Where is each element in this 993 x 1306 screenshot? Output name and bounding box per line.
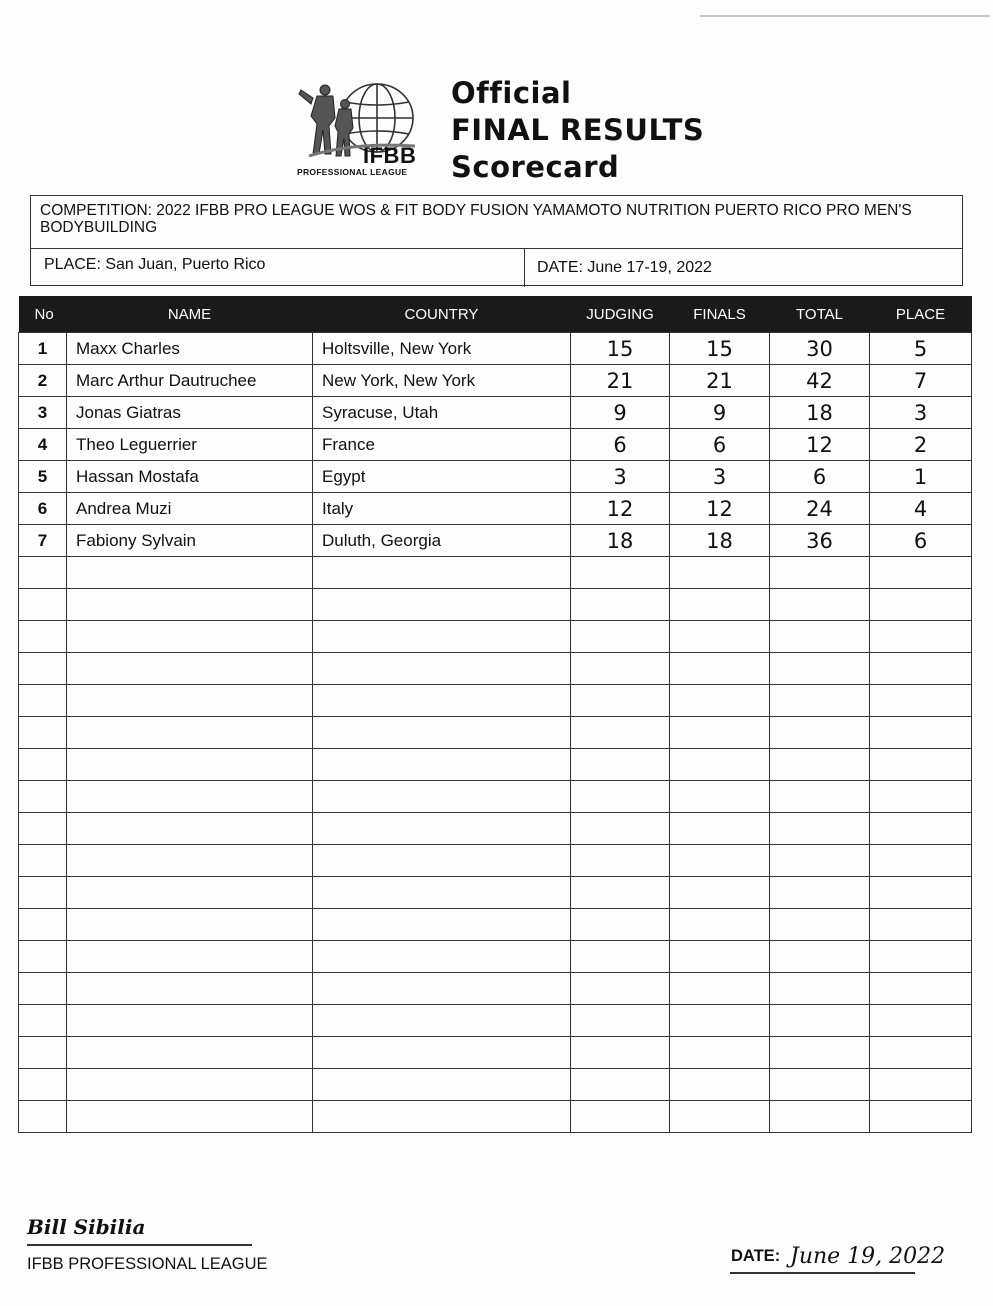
cell-place: 7: [870, 365, 972, 397]
empty-cell: [19, 1069, 67, 1101]
cell-place: 6: [870, 525, 972, 557]
cell-judging: 9: [571, 397, 670, 429]
empty-cell: [770, 717, 870, 749]
cell-country: New York, New York: [313, 365, 571, 397]
empty-cell: [670, 717, 770, 749]
empty-cell: [67, 941, 313, 973]
empty-cell: [313, 749, 571, 781]
empty-row: [19, 877, 972, 909]
empty-cell: [670, 557, 770, 589]
empty-cell: [67, 845, 313, 877]
empty-cell: [313, 1037, 571, 1069]
empty-cell: [67, 781, 313, 813]
cell-judging: 12: [571, 493, 670, 525]
cell-finals: 3: [670, 461, 770, 493]
league-name: IFBB PROFESSIONAL LEAGUE: [27, 1255, 268, 1273]
empty-cell: [770, 845, 870, 877]
empty-cell: [313, 717, 571, 749]
empty-cell: [19, 685, 67, 717]
empty-cell: [770, 1037, 870, 1069]
empty-cell: [670, 589, 770, 621]
empty-cell: [870, 685, 972, 717]
cell-no: 6: [19, 493, 67, 525]
title-line-final-results: FINAL RESULTS: [451, 113, 705, 147]
table-row: [19, 365, 972, 397]
footer-date-label: DATE:: [731, 1247, 781, 1265]
cell-finals: 12: [670, 493, 770, 525]
cell-no: 7: [19, 525, 67, 557]
date-cell: [524, 249, 965, 287]
empty-cell: [313, 1069, 571, 1101]
empty-cell: [670, 909, 770, 941]
empty-cell: [67, 621, 313, 653]
empty-cell: [19, 973, 67, 1005]
empty-cell: [770, 621, 870, 653]
empty-cell: [67, 653, 313, 685]
empty-cell: [770, 653, 870, 685]
cell-no: 1: [19, 333, 67, 365]
empty-cell: [571, 685, 670, 717]
empty-cell: [571, 781, 670, 813]
empty-cell: [67, 557, 313, 589]
empty-cell: [870, 1069, 972, 1101]
cell-finals: 6: [670, 429, 770, 461]
empty-cell: [19, 1037, 67, 1069]
col-header-total: TOTAL: [770, 296, 870, 333]
empty-cell: [770, 909, 870, 941]
empty-cell: [19, 845, 67, 877]
empty-cell: [870, 749, 972, 781]
cell-finals: 18: [670, 525, 770, 557]
empty-cell: [770, 781, 870, 813]
empty-cell: [571, 845, 670, 877]
empty-row: [19, 941, 972, 973]
empty-cell: [313, 781, 571, 813]
empty-cell: [19, 557, 67, 589]
empty-cell: [67, 909, 313, 941]
empty-cell: [870, 909, 972, 941]
empty-cell: [571, 909, 670, 941]
col-header-name: NAME: [67, 296, 313, 333]
empty-cell: [313, 909, 571, 941]
empty-row: [19, 685, 972, 717]
empty-cell: [770, 557, 870, 589]
empty-cell: [19, 1005, 67, 1037]
empty-cell: [870, 653, 972, 685]
empty-cell: [571, 749, 670, 781]
empty-cell: [770, 589, 870, 621]
table-row: [19, 429, 972, 461]
empty-cell: [571, 653, 670, 685]
empty-cell: [313, 877, 571, 909]
empty-cell: [670, 685, 770, 717]
empty-cell: [870, 845, 972, 877]
empty-cell: [571, 877, 670, 909]
empty-cell: [670, 845, 770, 877]
cell-no: 3: [19, 397, 67, 429]
cell-name: Hassan Mostafa: [67, 461, 313, 493]
cell-total: 42: [770, 365, 870, 397]
footer-date-value: June 19, 2022: [790, 1244, 946, 1269]
empty-cell: [19, 749, 67, 781]
empty-cell: [670, 1005, 770, 1037]
col-header-no: No: [19, 296, 67, 333]
empty-cell: [67, 717, 313, 749]
scorecard-title: [451, 75, 704, 186]
cell-no: 5: [19, 461, 67, 493]
place-date-row: [31, 248, 962, 287]
empty-cell: [870, 1037, 972, 1069]
empty-cell: [770, 749, 870, 781]
empty-cell: [870, 1101, 972, 1133]
cell-name: Jonas Giatras: [67, 397, 313, 429]
empty-cell: [67, 1037, 313, 1069]
cell-place: 1: [870, 461, 972, 493]
cell-total: 18: [770, 397, 870, 429]
empty-cell: [19, 813, 67, 845]
cell-no: 2: [19, 365, 67, 397]
empty-cell: [67, 685, 313, 717]
empty-cell: [313, 813, 571, 845]
table-row: [19, 493, 972, 525]
empty-row: [19, 653, 972, 685]
empty-cell: [67, 1005, 313, 1037]
empty-cell: [870, 557, 972, 589]
empty-cell: [571, 941, 670, 973]
empty-cell: [571, 1101, 670, 1133]
empty-cell: [870, 813, 972, 845]
signature: Bill Sibilia: [27, 1215, 146, 1239]
empty-cell: [870, 621, 972, 653]
cell-judging: 15: [571, 333, 670, 365]
title-line-official: Official: [451, 76, 572, 110]
cell-total: 30: [770, 333, 870, 365]
empty-cell: [313, 1101, 571, 1133]
empty-cell: [571, 1037, 670, 1069]
empty-cell: [670, 1101, 770, 1133]
empty-cell: [670, 749, 770, 781]
cell-name: Andrea Muzi: [67, 493, 313, 525]
empty-cell: [670, 941, 770, 973]
empty-cell: [313, 589, 571, 621]
col-header-finals: FINALS: [670, 296, 770, 333]
empty-cell: [670, 813, 770, 845]
empty-cell: [67, 1069, 313, 1101]
empty-cell: [19, 1101, 67, 1133]
empty-cell: [571, 621, 670, 653]
empty-cell: [770, 877, 870, 909]
cell-name: Maxx Charles: [67, 333, 313, 365]
cell-place: 4: [870, 493, 972, 525]
cell-judging: 21: [571, 365, 670, 397]
cell-name: Marc Arthur Dautruchee: [67, 365, 313, 397]
competition-place: PLACE: San Juan, Puerto Rico: [44, 256, 266, 273]
table-header-row: [19, 296, 972, 333]
empty-cell: [670, 1069, 770, 1101]
empty-cell: [770, 685, 870, 717]
empty-cell: [770, 813, 870, 845]
empty-cell: [19, 717, 67, 749]
empty-cell: [67, 589, 313, 621]
empty-cell: [870, 717, 972, 749]
empty-cell: [19, 653, 67, 685]
empty-cell: [870, 877, 972, 909]
empty-cell: [770, 1069, 870, 1101]
empty-cell: [313, 1005, 571, 1037]
empty-cell: [67, 1101, 313, 1133]
empty-cell: [571, 589, 670, 621]
empty-cell: [313, 653, 571, 685]
cell-finals: 15: [670, 333, 770, 365]
logo-subtext: PROFESSIONAL LEAGUE: [297, 167, 408, 177]
empty-cell: [770, 973, 870, 1005]
table-row: [19, 461, 972, 493]
empty-row: [19, 813, 972, 845]
empty-cell: [571, 717, 670, 749]
cell-country: France: [313, 429, 571, 461]
empty-cell: [313, 973, 571, 1005]
cell-total: 36: [770, 525, 870, 557]
empty-cell: [19, 589, 67, 621]
empty-cell: [67, 973, 313, 1005]
empty-cell: [870, 589, 972, 621]
empty-cell: [313, 621, 571, 653]
empty-cell: [670, 621, 770, 653]
empty-row: [19, 557, 972, 589]
cell-judging: 18: [571, 525, 670, 557]
col-header-judging: JUDGING: [571, 296, 670, 333]
cell-name: Fabiony Sylvain: [67, 525, 313, 557]
empty-row: [19, 1005, 972, 1037]
empty-cell: [870, 973, 972, 1005]
signature-line: [27, 1244, 252, 1246]
competition-date: DATE: June 17-19, 2022: [537, 259, 712, 276]
cell-country: Italy: [313, 493, 571, 525]
empty-row: [19, 1069, 972, 1101]
empty-cell: [571, 813, 670, 845]
empty-cell: [19, 877, 67, 909]
cell-country: Egypt: [313, 461, 571, 493]
empty-row: [19, 845, 972, 877]
logo-text: IFBB: [363, 143, 417, 168]
cell-finals: 21: [670, 365, 770, 397]
table-row: [19, 397, 972, 429]
empty-cell: [67, 813, 313, 845]
empty-cell: [670, 1037, 770, 1069]
cell-country: Holtsville, New York: [313, 333, 571, 365]
empty-cell: [670, 781, 770, 813]
empty-cell: [571, 973, 670, 1005]
empty-row: [19, 973, 972, 1005]
empty-cell: [67, 877, 313, 909]
empty-cell: [770, 941, 870, 973]
cell-total: 12: [770, 429, 870, 461]
footer-date-line: [730, 1272, 915, 1274]
results-table: [18, 296, 972, 1133]
cell-name: Theo Leguerrier: [67, 429, 313, 461]
cell-total: 24: [770, 493, 870, 525]
empty-cell: [313, 845, 571, 877]
empty-cell: [571, 1069, 670, 1101]
empty-cell: [670, 877, 770, 909]
empty-cell: [870, 941, 972, 973]
table-row: [19, 525, 972, 557]
competition-info-box: [30, 195, 963, 286]
col-header-place: PLACE: [870, 296, 972, 333]
cell-country: Duluth, Georgia: [313, 525, 571, 557]
empty-cell: [313, 685, 571, 717]
cell-place: 3: [870, 397, 972, 429]
competition-name: COMPETITION: 2022 IFBB PRO LEAGUE WOS & FIT BODY FUSION YAMAMOTO NUTRITION PUERTO RICO PRO MEN'S BODYBUILDING: [40, 202, 912, 236]
empty-cell: [67, 749, 313, 781]
empty-row: [19, 749, 972, 781]
empty-cell: [571, 1005, 670, 1037]
ifbb-logo: [295, 78, 440, 178]
cell-judging: 3: [571, 461, 670, 493]
empty-cell: [313, 557, 571, 589]
empty-row: [19, 1037, 972, 1069]
cell-place: 2: [870, 429, 972, 461]
empty-cell: [19, 781, 67, 813]
empty-row: [19, 621, 972, 653]
empty-cell: [770, 1005, 870, 1037]
empty-cell: [870, 1005, 972, 1037]
cell-total: 6: [770, 461, 870, 493]
cell-finals: 9: [670, 397, 770, 429]
empty-row: [19, 909, 972, 941]
empty-cell: [313, 941, 571, 973]
cell-place: 5: [870, 333, 972, 365]
empty-row: [19, 781, 972, 813]
empty-cell: [870, 781, 972, 813]
empty-row: [19, 717, 972, 749]
empty-cell: [19, 621, 67, 653]
scan-edge-line: [700, 15, 990, 17]
empty-cell: [670, 653, 770, 685]
empty-row: [19, 1101, 972, 1133]
cell-no: 4: [19, 429, 67, 461]
empty-cell: [19, 909, 67, 941]
empty-cell: [571, 557, 670, 589]
empty-cell: [670, 973, 770, 1005]
table-row: [19, 333, 972, 365]
col-header-country: COUNTRY: [313, 296, 571, 333]
title-line-scorecard: Scorecard: [451, 150, 620, 184]
empty-cell: [770, 1101, 870, 1133]
cell-judging: 6: [571, 429, 670, 461]
empty-row: [19, 589, 972, 621]
empty-cell: [19, 941, 67, 973]
cell-country: Syracuse, Utah: [313, 397, 571, 429]
